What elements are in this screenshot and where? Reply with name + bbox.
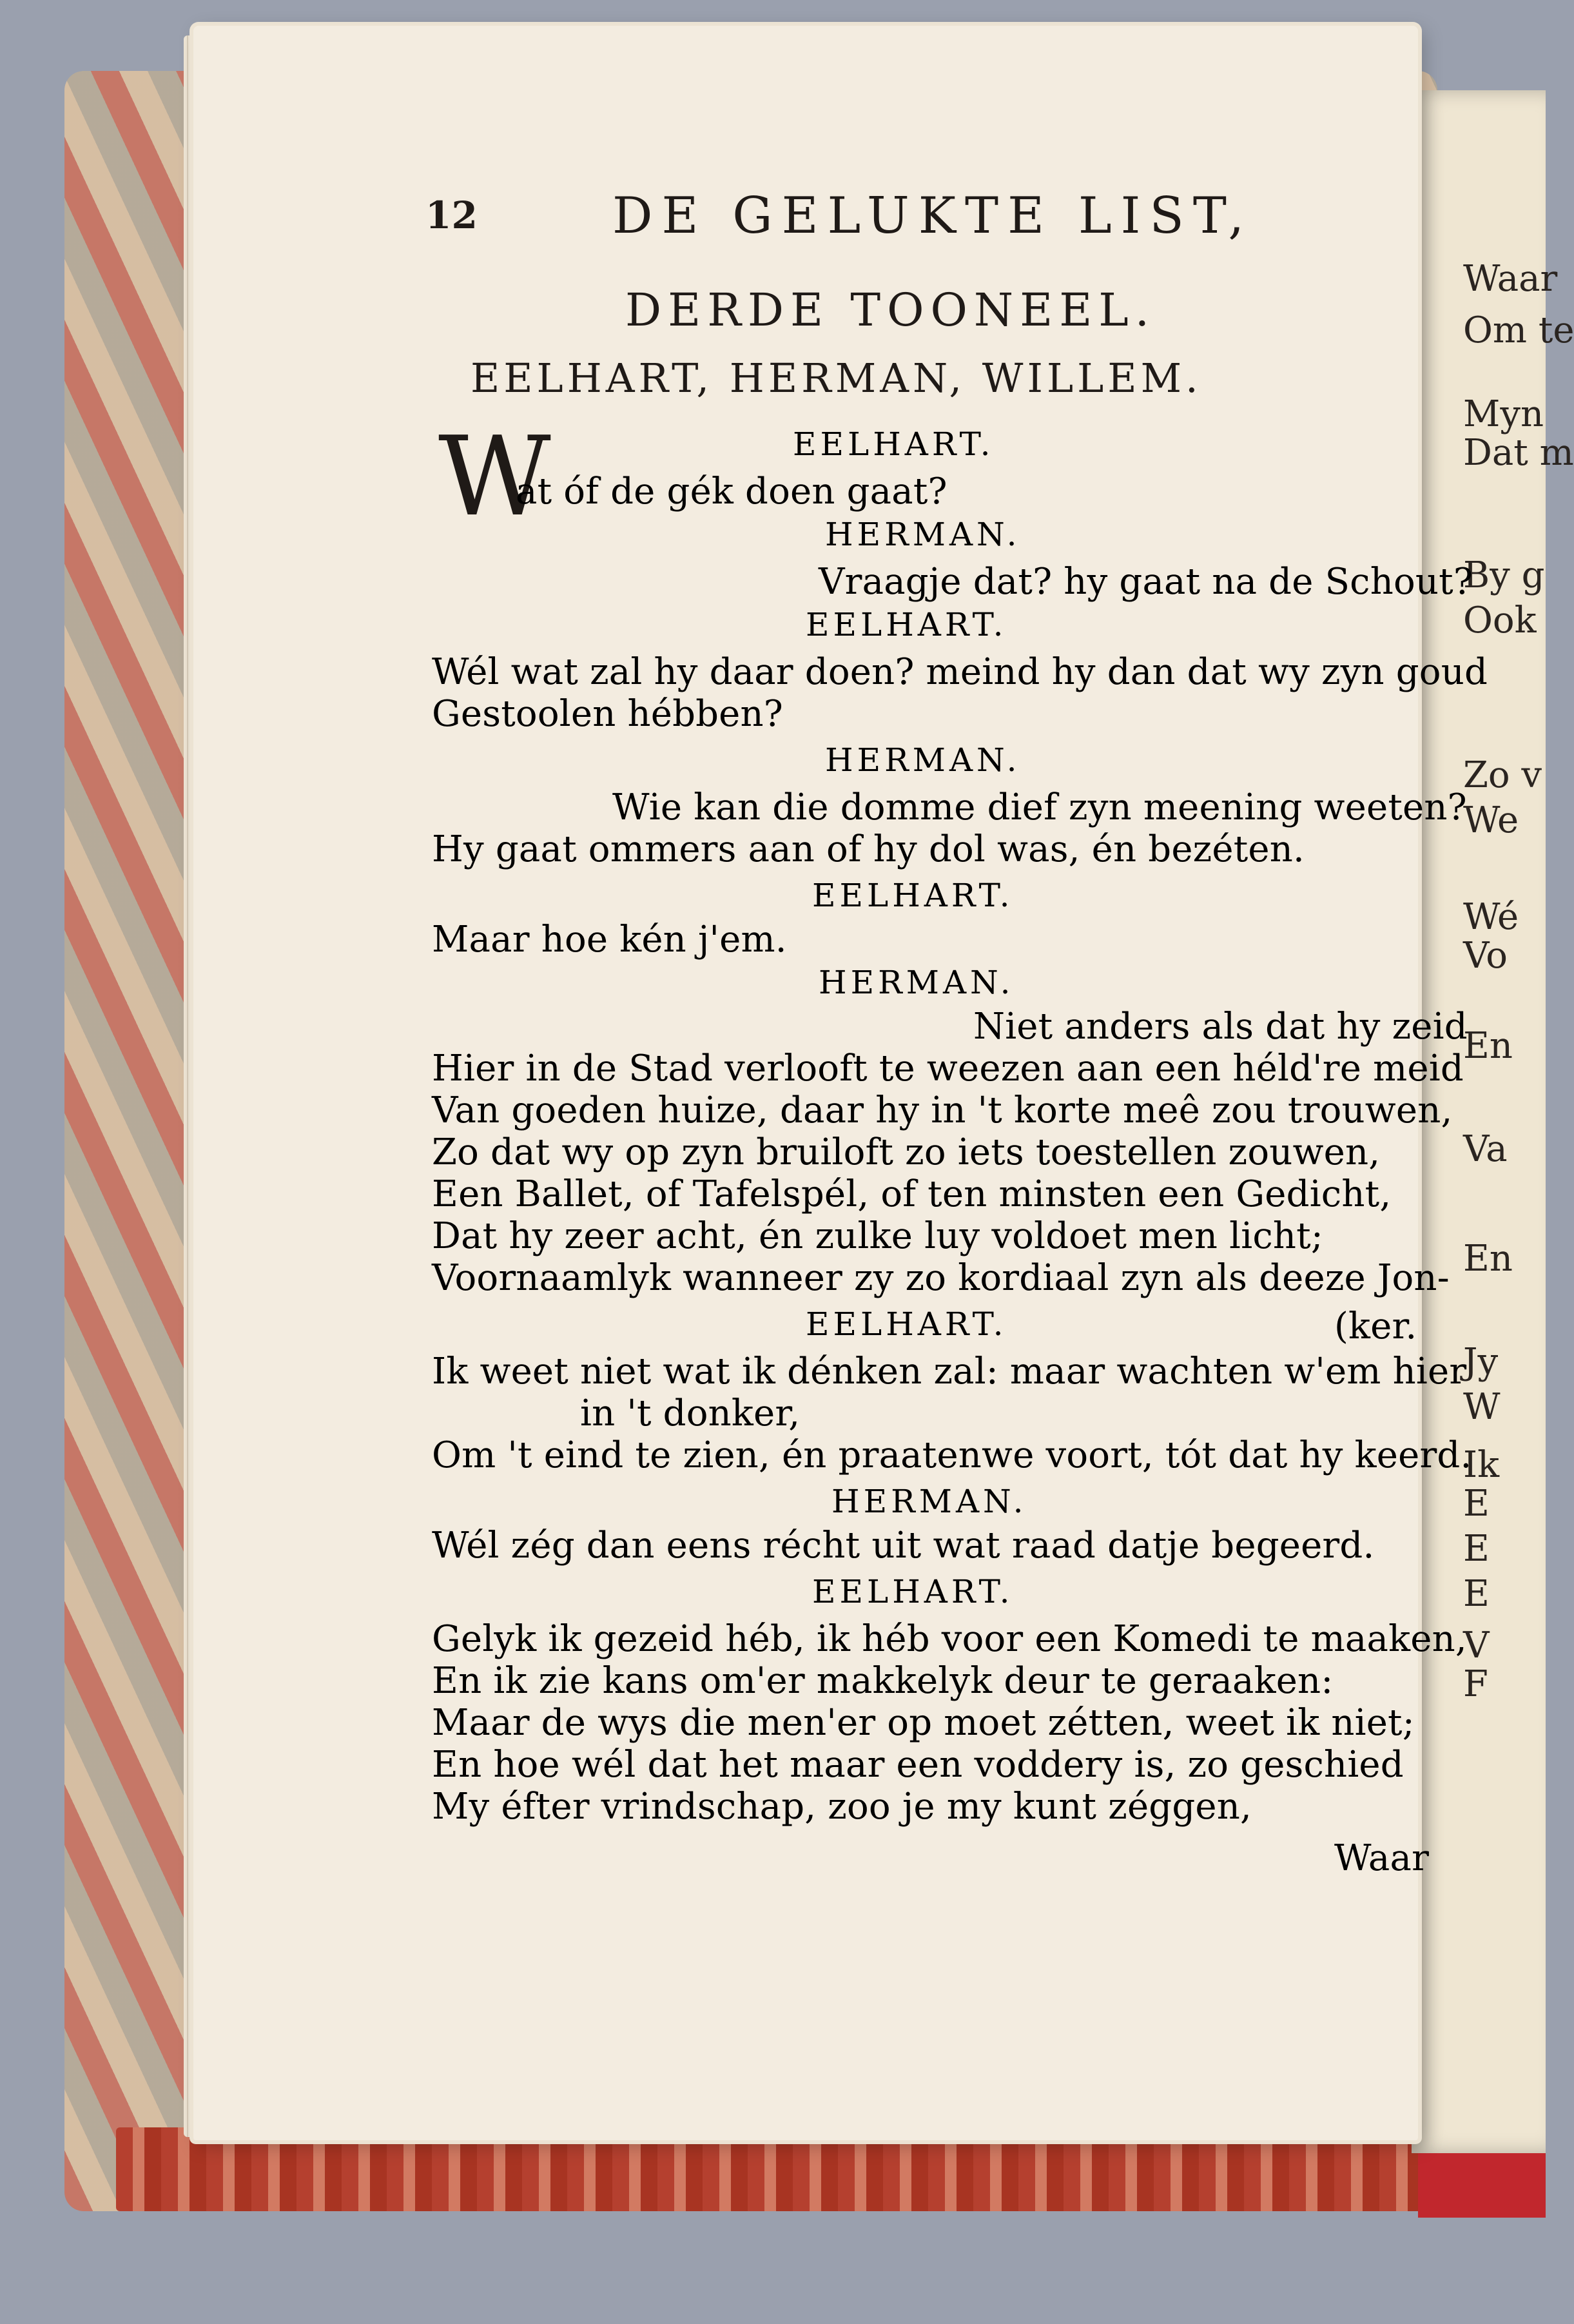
verse-line: Maar hoe kén j'em.: [432, 919, 787, 961]
verse-line: Zo dat wy op zyn bruiloft zo iets toestellen zouwen,: [432, 1131, 1381, 1173]
verse-line: at óf de gék doen gaat?: [516, 471, 947, 513]
right-page-fragment: Ook: [1463, 600, 1537, 641]
verse-line: My éfter vrindschap, zoo je my kunt zéggen,: [432, 1786, 1252, 1828]
speaker-name: EELHART.: [806, 606, 1007, 643]
verse-line: Dat hy zeer acht, én zulke luy voldoet men licht;: [432, 1215, 1323, 1257]
verse-line: Wél zég dan eens récht uit wat raad datje begeerd.: [432, 1525, 1375, 1567]
right-page-fragment: Waar: [1463, 258, 1558, 300]
running-title: DE GELUKTE LIST,: [612, 187, 1254, 245]
right-page-fragment: W: [1463, 1386, 1501, 1428]
right-page-fragment: Vo: [1463, 935, 1508, 977]
speaker-name: HERMAN.: [819, 964, 1015, 1001]
right-page-fragment: E: [1463, 1483, 1490, 1525]
verse-line: Gelyk ik gezeid héb, ik héb voor een Komedi te maaken,: [432, 1618, 1467, 1660]
right-page-fragment: Ik: [1463, 1444, 1500, 1486]
right-page-fragment: F: [1463, 1663, 1488, 1705]
speaker-name: EELHART.: [806, 1305, 1007, 1343]
right-page-fragment: V: [1463, 1625, 1490, 1666]
verse-line: Hy gaat ommers aan of hy dol was, én bezéten.: [432, 828, 1305, 870]
verse-line: Vraagje dat? hy gaat na de Schout?: [819, 561, 1473, 603]
right-page-fragment: Zo v: [1463, 754, 1542, 796]
right-page-fragment: E: [1463, 1528, 1490, 1570]
speaker-name: EELHART.: [793, 425, 995, 463]
verse-line: Een Ballet, of Tafelspél, of ten minsten een Gedicht,: [432, 1173, 1392, 1215]
drop-cap: W: [438, 413, 551, 541]
verse-line: Gestoolen hébben?: [432, 693, 783, 735]
verse-line: Ik weet niet wat ik dénken zal: maar wachten w'em hier: [432, 1351, 1467, 1392]
right-page-fragment: E: [1463, 1573, 1490, 1615]
verse-line: Om 't eind te zien, én praatenwe voort, tót dat hy keerd.: [432, 1434, 1472, 1476]
verse-line: Maar de wys die men'er op moet zétten, weet ik niet;: [432, 1702, 1415, 1744]
right-page-fragment: Jy: [1463, 1341, 1499, 1383]
right-page-fragment: En: [1463, 1238, 1513, 1280]
verse-line: (ker.: [1334, 1305, 1417, 1347]
verse-line: Voornaamlyk wanneer zy zo kordiaal zyn als deeze Jon-: [432, 1257, 1450, 1299]
verse-line: Wie kan die domme dief zyn meening weeten?: [612, 786, 1467, 828]
right-page-fragment: Om te: [1463, 309, 1574, 351]
right-page-fragment: By g: [1463, 554, 1545, 596]
right-page-fragment: Wé: [1463, 896, 1519, 938]
verse-line: En hoe wél dat het maar een voddery is, zo geschied: [432, 1744, 1404, 1786]
verse-line: En ik zie kans om'er makkelyk deur te geraaken:: [432, 1660, 1334, 1702]
cast-list: EELHART, HERMAN, WILLEM.: [471, 355, 1202, 402]
right-page-fragment: En: [1463, 1025, 1513, 1067]
scene-heading: DERDE TOONEEL.: [625, 284, 1156, 337]
verse-line: in 't donker,: [580, 1392, 801, 1434]
speaker-name: EELHART.: [812, 1573, 1014, 1610]
page-number: 12: [425, 193, 478, 237]
verse-line: Wél wat zal hy daar doen? meind hy dan dat wy zyn goud: [432, 651, 1488, 693]
verse-line: Niet anders als dat hy zeid: [973, 1006, 1468, 1048]
speaker-name: EELHART.: [812, 877, 1014, 914]
catchword: Waar: [1334, 1837, 1430, 1879]
speaker-name: HERMAN.: [825, 741, 1021, 779]
right-page-fragment: Myn: [1463, 393, 1544, 435]
verse-line: Van goeden huize, daar hy in 't korte meê zou trouwen,: [432, 1089, 1453, 1131]
right-page-fragment: Dat m: [1463, 432, 1574, 474]
right-page-fragment: We: [1463, 799, 1519, 841]
right-page-fragment: Va: [1463, 1128, 1508, 1170]
verse-line: Hier in de Stad verlooft te weezen aan een héld're meid: [432, 1048, 1464, 1089]
speaker-name: HERMAN.: [831, 1483, 1027, 1520]
speaker-name: HERMAN.: [825, 516, 1021, 553]
